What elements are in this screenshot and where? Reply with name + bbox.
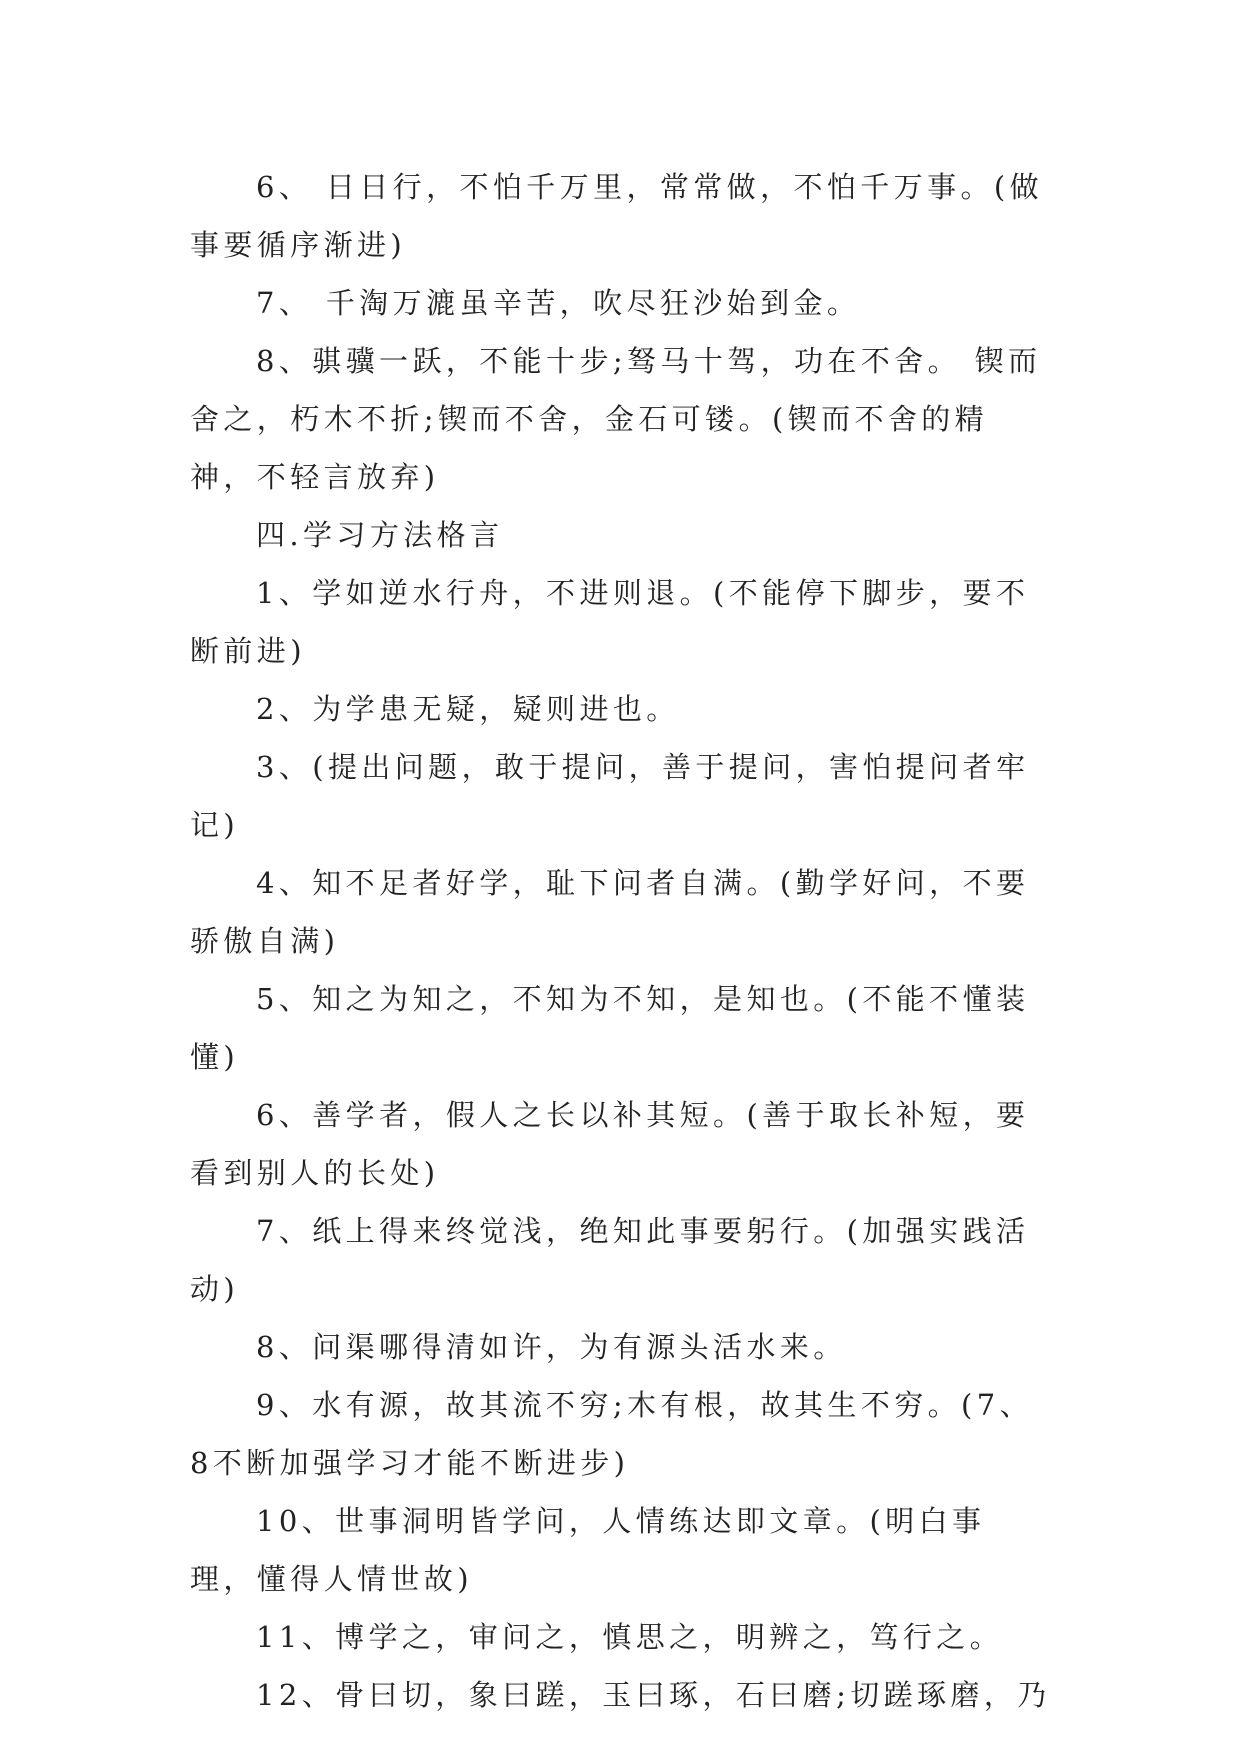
document-body: [190, 158, 1052, 1724]
paragraph-item-7-a: 7、 千淘万漉虽辛苦，吹尽狂沙始到金。: [256, 286, 861, 320]
paragraph-item-1: 1、学如逆水行舟，不进则退。(不能停下脚步，要不断前进): [190, 576, 1030, 668]
paragraph-item-2: 2、为学患无疑，疑则进也。: [256, 692, 680, 726]
paragraph-item-6-b: 6、善学者，假人之长以补其短。(善于取长补短，要看到别人的长处): [190, 1098, 1030, 1190]
paragraph-item-5: 5、知之为知之，不知为不知，是知也。(不能不懂装懂): [190, 982, 1030, 1074]
paragraph-item-11: 11、博学之，审问之，慎思之，明辨之，笃行之。: [256, 1620, 1004, 1654]
paragraph-item-8-b: 8、问渠哪得清如许，为有源头活水来。: [256, 1330, 847, 1364]
section-heading: 四.学习方法格言: [256, 518, 504, 552]
paragraph-item-8-a: 8、骐骥一跃，不能十步;驽马十驾，功在不舍。 锲而舍之，朽木不折;锲而不舍，金石可镂。(锲而不舍的精神，不轻言放弃): [190, 344, 1042, 494]
paragraph-item-6-a: 6、 日日行，不怕千万里，常常做，不怕千万事。(做事要循序渐进): [190, 170, 1043, 262]
paragraph-item-12: 12、骨曰切，象曰蹉，玉曰琢，石曰磨;切蹉琢磨，乃: [256, 1678, 1051, 1712]
paragraph-item-9: 9、水有源，故其流不穷;木有根，故其生不穷。(7、8不断加强学习才能不断进步): [190, 1388, 1033, 1480]
paragraph-item-10: 10、世事洞明皆学问，人情练达即文章。(明白事理，懂得人情世故): [190, 1504, 986, 1596]
paragraph-item-7-b: 7、纸上得来终觉浅，绝知此事要躬行。(加强实践活动): [190, 1214, 1030, 1306]
paragraph-item-3: 3、(提出问题，敢于提问，善于提问，害怕提问者牢记): [190, 750, 1030, 842]
paragraph-item-4: 4、知不足者好学，耻下问者自满。(勤学好问，不要骄傲自满): [190, 866, 1030, 958]
